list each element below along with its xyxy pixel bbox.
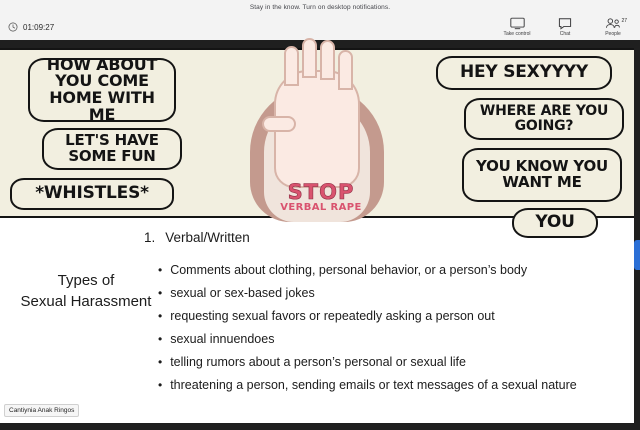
- people-label: People: [605, 31, 621, 37]
- list-number: 1.: [144, 230, 156, 245]
- presenter-name-label: Cantiynia Anak Ringos: [4, 404, 79, 417]
- list-item: [158, 305, 620, 328]
- list-item: [158, 259, 620, 282]
- speech-bubble: YOU KNOW YOU WANT ME: [462, 148, 622, 202]
- meeting-stage: [0, 40, 640, 430]
- desktop-notification-banner[interactable]: [0, 0, 640, 14]
- speech-bubble: WHERE ARE YOU GOING?: [464, 98, 624, 140]
- comic-figure: [222, 64, 412, 222]
- finger: [302, 38, 317, 78]
- speech-bubble: LET'S HAVE SOME FUN: [42, 128, 182, 170]
- stage-side-indicator: [634, 240, 640, 270]
- clock-icon: [8, 22, 18, 32]
- chat-button[interactable]: [548, 17, 582, 37]
- stop-sign-text: [246, 180, 396, 220]
- take-control-button[interactable]: [500, 17, 534, 37]
- chat-label: Chat: [559, 31, 571, 37]
- raised-hand: [274, 70, 360, 188]
- list-item-text: threatening a person, sending emails or text messages of a sexual nature: [170, 378, 577, 392]
- list-item: [158, 351, 620, 374]
- list-item-text: requesting sexual favors or repeatedly asking a person out: [170, 309, 495, 323]
- finger: [320, 40, 335, 80]
- take-control-label: Take control: [503, 31, 531, 37]
- slide-title: [16, 270, 156, 312]
- list-heading-text: Verbal/Written: [165, 230, 250, 245]
- shared-slide[interactable]: [0, 48, 634, 423]
- bullet-marker: •: [158, 286, 163, 300]
- list-item: [158, 374, 620, 397]
- stop-word: STOP: [287, 180, 355, 204]
- chat-bubble-icon: [558, 17, 572, 30]
- bullet-marker: •: [158, 263, 163, 277]
- meeting-top-bar: [0, 14, 640, 40]
- list-item-text: telling rumors about a person’s personal or sexual life: [170, 355, 466, 369]
- meeting-timer: [8, 22, 54, 32]
- list-item: [158, 282, 620, 305]
- monitor-icon: [510, 17, 525, 30]
- bullet-marker: •: [158, 355, 163, 369]
- people-count-badge: 27: [621, 18, 627, 24]
- people-button[interactable]: [596, 17, 630, 37]
- speech-bubble: YOU: [512, 208, 598, 238]
- slide-comic-image: [0, 48, 634, 233]
- list-item-text: Comments about clothing, personal behavior, or a person’s body: [170, 263, 528, 277]
- list-item-text: sexual innuendoes: [170, 332, 275, 346]
- slide-title-line-1: Types of: [57, 272, 115, 289]
- bullet-marker: •: [158, 309, 163, 323]
- stop-subtext: VERBAL RAPE: [280, 202, 362, 213]
- finger: [284, 46, 299, 86]
- speech-bubble: *WHISTLES*: [10, 178, 174, 210]
- bullet-marker: •: [158, 378, 163, 392]
- slide-title-line-2: Sexual Harassment: [20, 293, 152, 310]
- speech-bubble: HOW ABOUT YOU COME HOME WITH ME: [28, 58, 176, 122]
- list-item-text: sexual or sex-based jokes: [170, 286, 315, 300]
- people-icon: [605, 17, 621, 30]
- finger: [338, 50, 353, 90]
- meeting-timer-value: 01:09:27: [23, 22, 55, 32]
- slide-text-body: [0, 218, 634, 423]
- slide-list-heading: [144, 228, 620, 245]
- slide-bullet-list: [158, 259, 620, 397]
- list-item: [158, 328, 620, 351]
- thumb: [262, 116, 296, 132]
- notification-text: Stay in the know. Turn on desktop notifications.: [249, 3, 391, 11]
- speech-bubble: HEY SEXYYYY: [436, 56, 612, 90]
- top-bar-actions: [500, 17, 634, 37]
- bullet-marker: •: [158, 332, 163, 346]
